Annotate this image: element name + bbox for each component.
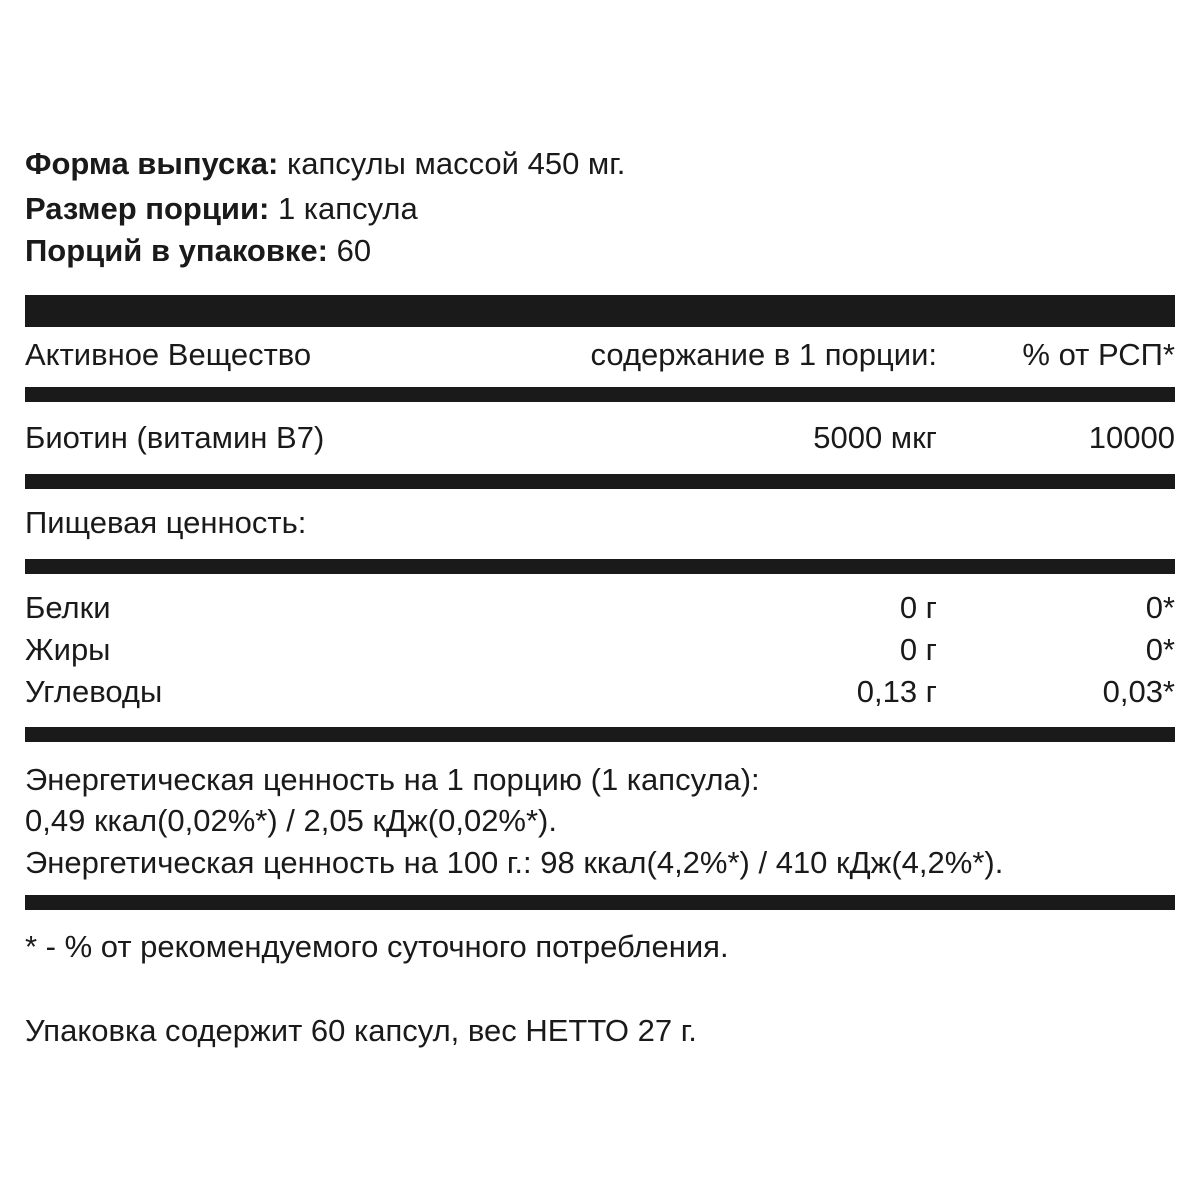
portion-size-label: Размер порции: (25, 191, 270, 226)
portion-size-value: 1 капсула (269, 191, 418, 226)
portions-per-pack-line (25, 235, 371, 266)
col-header-pct: % от РСП* (1022, 337, 1175, 372)
divider-bar (25, 559, 1175, 574)
nutrition-amount: 0 г (899, 590, 937, 625)
active-amount: 5000 мкг (813, 420, 937, 455)
package-note: Упаковка содержит 60 капсул, вес НЕТТО 27 г. (25, 1013, 697, 1048)
col-header-substance: Активное Вещество (25, 337, 312, 372)
divider-bar (25, 387, 1175, 402)
active-pct: 10000 (1088, 420, 1175, 455)
nutrition-name: Жиры (25, 632, 111, 667)
energy-line-2: 0,49 ккал(0,02%*) / 2,05 кДж(0,02%*). (25, 803, 557, 838)
divider-bar (25, 474, 1175, 489)
nutrition-amount: 0,13 г (856, 674, 937, 709)
energy-line-1: Энергетическая ценность на 1 порцию (1 капсула): (25, 762, 760, 797)
nutrition-name: Белки (25, 590, 111, 625)
nutrition-name: Углеводы (25, 674, 163, 709)
divider-bar (25, 895, 1175, 910)
release-form-line (25, 148, 625, 179)
energy-line-3: Энергетическая ценность на 100 г.: 98 ккал(4,2%*) / 410 кДж(4,2%*). (25, 845, 1004, 880)
col-header-content: содержание в 1 порции: (590, 337, 937, 372)
release-form-value: капсулы массой 450 мг. (278, 146, 626, 181)
nutrition-pct: 0,03* (1102, 674, 1175, 709)
release-form-label: Форма выпуска: (25, 146, 279, 181)
portions-per-pack-label: Порций в упаковке: (25, 233, 328, 268)
portion-size-line (25, 193, 418, 224)
divider-bar (25, 727, 1175, 742)
nutrition-pct: 0* (1145, 632, 1175, 667)
nutrition-amount: 0 г (899, 632, 937, 667)
portions-per-pack-value: 60 (328, 233, 372, 268)
active-name: Биотин (витамин В7) (25, 420, 325, 455)
nutrition-pct: 0* (1145, 590, 1175, 625)
footnote: * - % от рекомендуемого суточного потребления. (25, 929, 729, 964)
table-top-bar (25, 295, 1175, 327)
nutrition-title: Пищевая ценность: (25, 505, 307, 540)
